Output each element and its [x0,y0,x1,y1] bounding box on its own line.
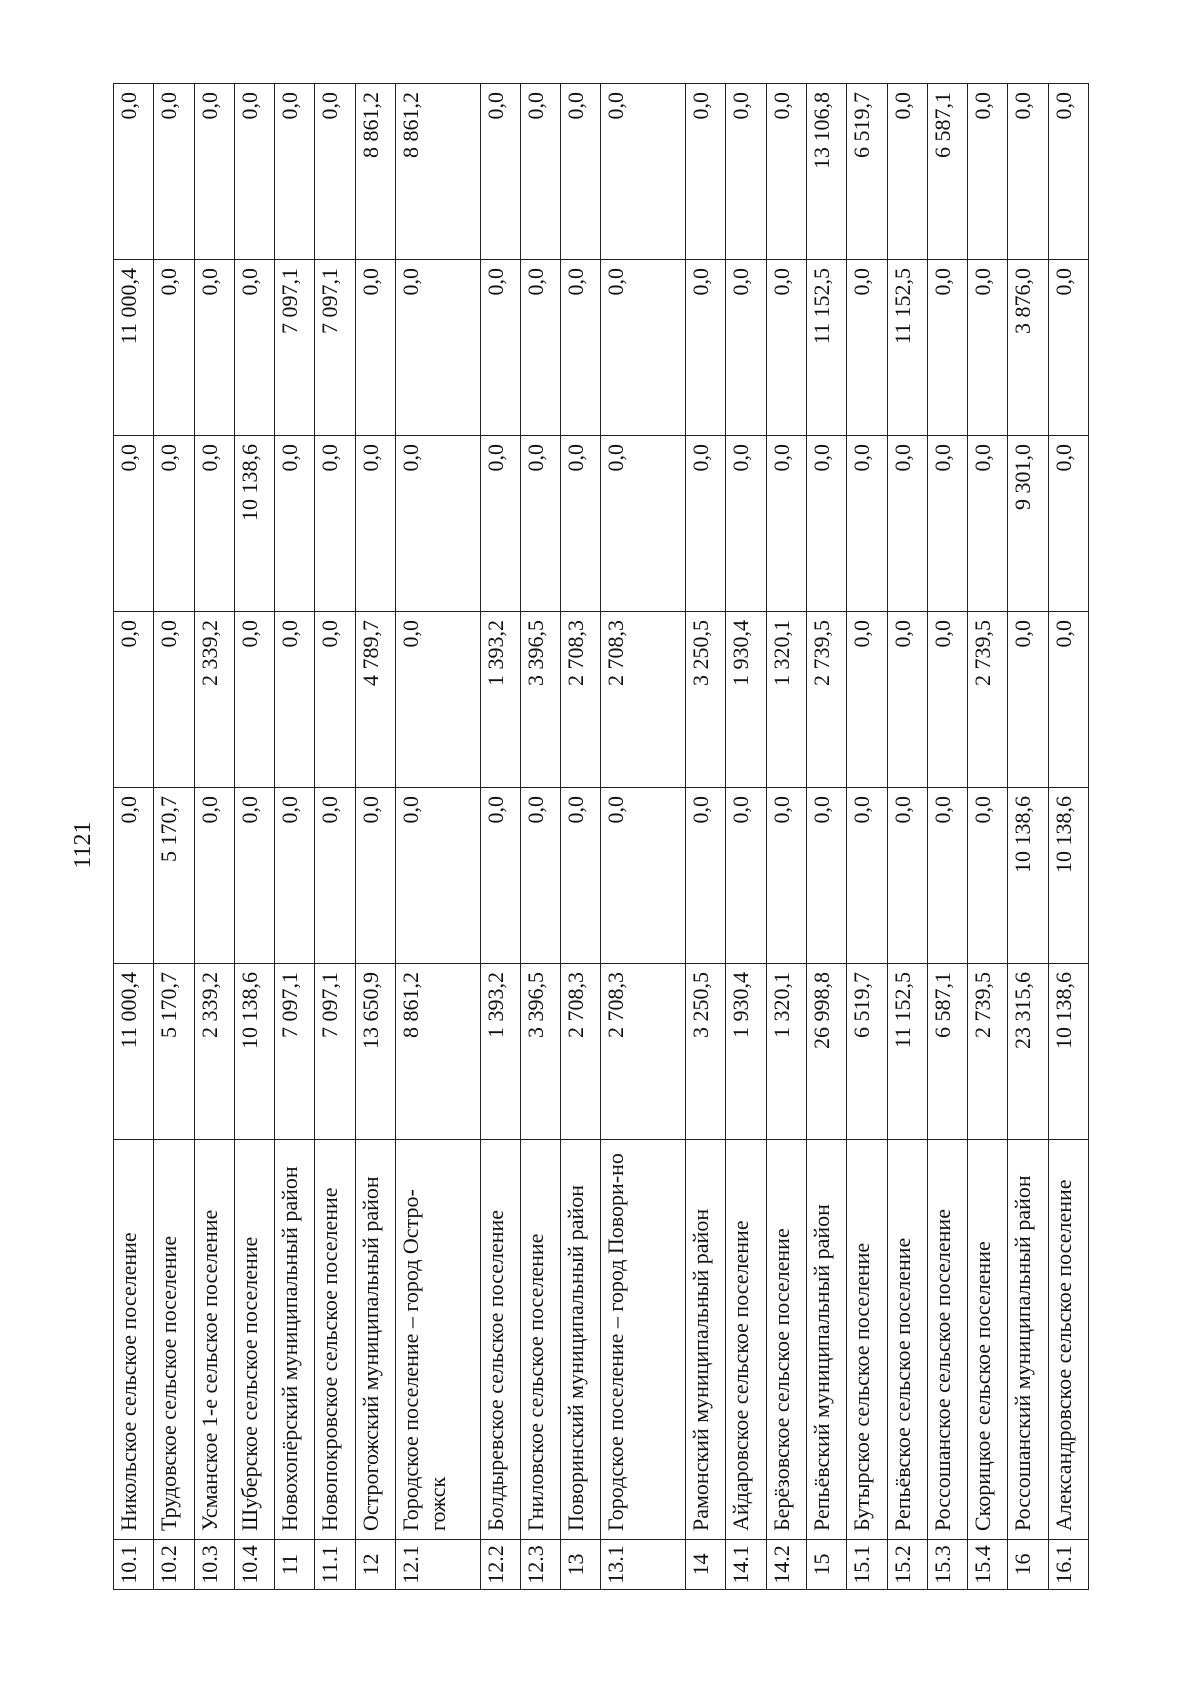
table-row [395,84,480,1590]
value-col-3: 3 250,5 [686,612,726,788]
value-col-3: 0,0 [275,612,315,788]
row-number: 12.3 [520,1540,560,1590]
value-col-2: 0,0 [395,788,480,964]
territory-name: Острогожский муниципальный район [355,1140,395,1540]
value-col-5: 0,0 [194,260,234,436]
value-col-4: 0,0 [114,436,154,612]
value-col-3: 0,0 [154,612,194,788]
total-value: 3 250,5 [686,964,726,1140]
page-number: 1121 [70,821,96,869]
value-col-6: 6 519,7 [847,84,887,260]
value-col-5: 0,0 [968,260,1008,436]
value-col-4: 9 301,0 [1008,436,1048,612]
table-row [114,84,154,1590]
value-col-5: 0,0 [686,260,726,436]
value-col-6: 0,0 [887,84,927,260]
value-col-6: 0,0 [275,84,315,260]
value-col-6: 0,0 [686,84,726,260]
table-body [114,84,1089,1590]
territory-name: Городское поселение – город Повори-но [601,1140,686,1540]
total-value: 2 708,3 [561,964,601,1140]
value-col-4: 0,0 [561,436,601,612]
value-col-4: 0,0 [154,436,194,612]
value-col-4: 0,0 [847,436,887,612]
total-value: 26 998,8 [807,964,847,1140]
table-row [315,84,355,1590]
table-row [480,84,520,1590]
table-row [807,84,847,1590]
value-col-4: 0,0 [395,436,480,612]
territory-name: Скорицкое сельское поселение [968,1140,1008,1540]
value-col-3: 0,0 [114,612,154,788]
value-col-2: 0,0 [275,788,315,964]
value-col-4: 0,0 [520,436,560,612]
row-number: 10.3 [194,1540,234,1590]
row-number: 15 [807,1540,847,1590]
value-col-4: 0,0 [315,436,355,612]
value-col-6: 0,0 [480,84,520,260]
table-row [686,84,726,1590]
total-value: 1 320,1 [766,964,806,1140]
value-col-2: 0,0 [686,788,726,964]
territory-name: Новохопёрский муниципальный район [275,1140,315,1540]
row-number: 12 [355,1540,395,1590]
value-col-3: 4 789,7 [355,612,395,788]
territory-name: Бутырское сельское поселение [847,1140,887,1540]
value-col-4: 0,0 [726,436,766,612]
value-col-3: 2 739,5 [968,612,1008,788]
territory-name: Репьёвский муниципальный район [807,1140,847,1540]
value-col-4: 0,0 [766,436,806,612]
value-col-2: 0,0 [726,788,766,964]
table-row [601,84,686,1590]
total-value: 1 930,4 [726,964,766,1140]
value-col-6: 0,0 [601,84,686,260]
total-value: 2 339,2 [194,964,234,1140]
value-col-2: 0,0 [520,788,560,964]
value-col-6: 0,0 [968,84,1008,260]
row-number: 10.1 [114,1540,154,1590]
total-value: 11 152,5 [887,964,927,1140]
table-row [275,84,315,1590]
total-value: 7 097,1 [315,964,355,1140]
territory-name: Россошанский муниципальный район [1008,1140,1048,1540]
total-value: 13 650,9 [355,964,395,1140]
value-col-5: 0,0 [847,260,887,436]
value-col-5: 0,0 [726,260,766,436]
table-row [154,84,194,1590]
value-col-5: 7 097,1 [315,260,355,436]
value-col-2: 0,0 [601,788,686,964]
value-col-2: 0,0 [355,788,395,964]
value-col-5: 11 152,5 [807,260,847,436]
row-number: 12.2 [480,1540,520,1590]
value-col-5: 0,0 [601,260,686,436]
row-number: 11 [275,1540,315,1590]
value-col-3: 2 708,3 [601,612,686,788]
value-col-5: 0,0 [1048,260,1088,436]
territory-name: Трудовское сельское поселение [154,1140,194,1540]
territory-name: Городское поселение – город Остро-гожск [395,1140,480,1540]
table-row [561,84,601,1590]
value-col-6: 0,0 [766,84,806,260]
value-col-6: 13 106,8 [807,84,847,260]
territory-name: Репьёвское сельское поселение [887,1140,927,1540]
value-col-6: 0,0 [726,84,766,260]
value-col-6: 0,0 [561,84,601,260]
value-col-3: 0,0 [234,612,274,788]
value-col-6: 0,0 [234,84,274,260]
table-row [726,84,766,1590]
row-number: 14.2 [766,1540,806,1590]
row-number: 15.3 [927,1540,967,1590]
total-value: 1 393,2 [480,964,520,1140]
row-number: 15.1 [847,1540,887,1590]
value-col-3: 2 739,5 [807,612,847,788]
value-col-5: 0,0 [520,260,560,436]
value-col-2: 0,0 [114,788,154,964]
territory-name: Рамонский муниципальный район [686,1140,726,1540]
territory-name: Никольское сельское поселение [114,1140,154,1540]
value-col-3: 0,0 [847,612,887,788]
table-row [1048,84,1088,1590]
territory-name: Айдаровское сельское поселение [726,1140,766,1540]
territory-name: Россошанское сельское поселение [927,1140,967,1540]
territory-name: Поворинский муниципальный район [561,1140,601,1540]
row-number: 13.1 [601,1540,686,1590]
value-col-4: 0,0 [355,436,395,612]
value-col-4: 0,0 [601,436,686,612]
value-col-5: 0,0 [480,260,520,436]
row-number: 11.1 [315,1540,355,1590]
total-value: 7 097,1 [275,964,315,1140]
row-number: 15.4 [968,1540,1008,1590]
value-col-4: 0,0 [686,436,726,612]
territory-name: Болдыревское сельское поселение [480,1140,520,1540]
table-row [968,84,1008,1590]
total-value: 23 315,6 [1008,964,1048,1140]
territory-name: Усманское 1-е сельское поселение [194,1140,234,1540]
value-col-4: 0,0 [968,436,1008,612]
total-value: 11 000,4 [114,964,154,1140]
value-col-2: 0,0 [887,788,927,964]
value-col-2: 10 138,6 [1008,788,1048,964]
value-col-3: 0,0 [1048,612,1088,788]
value-col-4: 0,0 [887,436,927,612]
value-col-6: 6 587,1 [927,84,967,260]
value-col-6: 0,0 [1048,84,1088,260]
table-row [1008,84,1048,1590]
value-col-2: 0,0 [194,788,234,964]
value-col-6: 0,0 [114,84,154,260]
total-value: 6 519,7 [847,964,887,1140]
value-col-5: 7 097,1 [275,260,315,436]
value-col-5: 0,0 [927,260,967,436]
value-col-5: 0,0 [766,260,806,436]
value-col-2: 0,0 [766,788,806,964]
value-col-4: 0,0 [480,436,520,612]
value-col-3: 1 393,2 [480,612,520,788]
value-col-3: 0,0 [395,612,480,788]
value-col-5: 0,0 [355,260,395,436]
value-col-4: 0,0 [927,436,967,612]
value-col-2: 0,0 [480,788,520,964]
value-col-2: 0,0 [234,788,274,964]
value-col-4: 0,0 [1048,436,1088,612]
value-col-4: 0,0 [807,436,847,612]
total-value: 2 708,3 [601,964,686,1140]
value-col-5: 3 876,0 [1008,260,1048,436]
value-col-4: 10 138,6 [234,436,274,612]
total-value: 2 739,5 [968,964,1008,1140]
row-number: 14.1 [726,1540,766,1590]
value-col-4: 0,0 [275,436,315,612]
value-col-3: 1 930,4 [726,612,766,788]
value-col-3: 0,0 [887,612,927,788]
value-col-6: 0,0 [194,84,234,260]
row-number: 16 [1008,1540,1048,1590]
value-col-6: 0,0 [315,84,355,260]
value-col-3: 0,0 [927,612,967,788]
value-col-2: 0,0 [315,788,355,964]
value-col-6: 0,0 [154,84,194,260]
territory-name: Новопокровское сельское поселение [315,1140,355,1540]
table-row [887,84,927,1590]
value-col-5: 11 000,4 [114,260,154,436]
value-col-2: 5 170,7 [154,788,194,964]
table-row [847,84,887,1590]
row-number: 10.4 [234,1540,274,1590]
row-number: 14 [686,1540,726,1590]
value-col-2: 0,0 [847,788,887,964]
value-col-3: 0,0 [1008,612,1048,788]
table-row [520,84,560,1590]
total-value: 10 138,6 [234,964,274,1140]
value-col-2: 0,0 [927,788,967,964]
value-col-5: 0,0 [395,260,480,436]
value-col-6: 8 861,2 [395,84,480,260]
territory-name: Берёзовское сельское поселение [766,1140,806,1540]
total-value: 8 861,2 [395,964,480,1140]
row-number: 16.1 [1048,1540,1088,1590]
row-number: 12.1 [395,1540,480,1590]
territory-name: Александровское сельское поселение [1048,1140,1088,1540]
value-col-2: 0,0 [561,788,601,964]
value-col-6: 0,0 [1008,84,1048,260]
value-col-2: 10 138,6 [1048,788,1088,964]
value-col-3: 2 708,3 [561,612,601,788]
row-number: 13 [561,1540,601,1590]
value-col-3: 0,0 [315,612,355,788]
total-value: 6 587,1 [927,964,967,1140]
value-col-6: 0,0 [520,84,560,260]
value-col-5: 11 152,5 [887,260,927,436]
budget-table [113,83,1089,1590]
table-row [234,84,274,1590]
value-col-2: 0,0 [807,788,847,964]
value-col-3: 3 396,5 [520,612,560,788]
value-col-3: 1 320,1 [766,612,806,788]
territory-name: Шуберское сельское поселение [234,1140,274,1540]
value-col-6: 8 861,2 [355,84,395,260]
total-value: 5 170,7 [154,964,194,1140]
table-row [355,84,395,1590]
value-col-5: 0,0 [561,260,601,436]
total-value: 10 138,6 [1048,964,1088,1140]
value-col-3: 2 339,2 [194,612,234,788]
total-value: 3 396,5 [520,964,560,1140]
territory-name: Гниловское сельское поселение [520,1140,560,1540]
row-number: 10.2 [154,1540,194,1590]
row-number: 15.2 [887,1540,927,1590]
value-col-5: 0,0 [234,260,274,436]
value-col-2: 0,0 [968,788,1008,964]
value-col-5: 0,0 [154,260,194,436]
table-row [766,84,806,1590]
value-col-4: 0,0 [194,436,234,612]
table-row [194,84,234,1590]
table-row [927,84,967,1590]
